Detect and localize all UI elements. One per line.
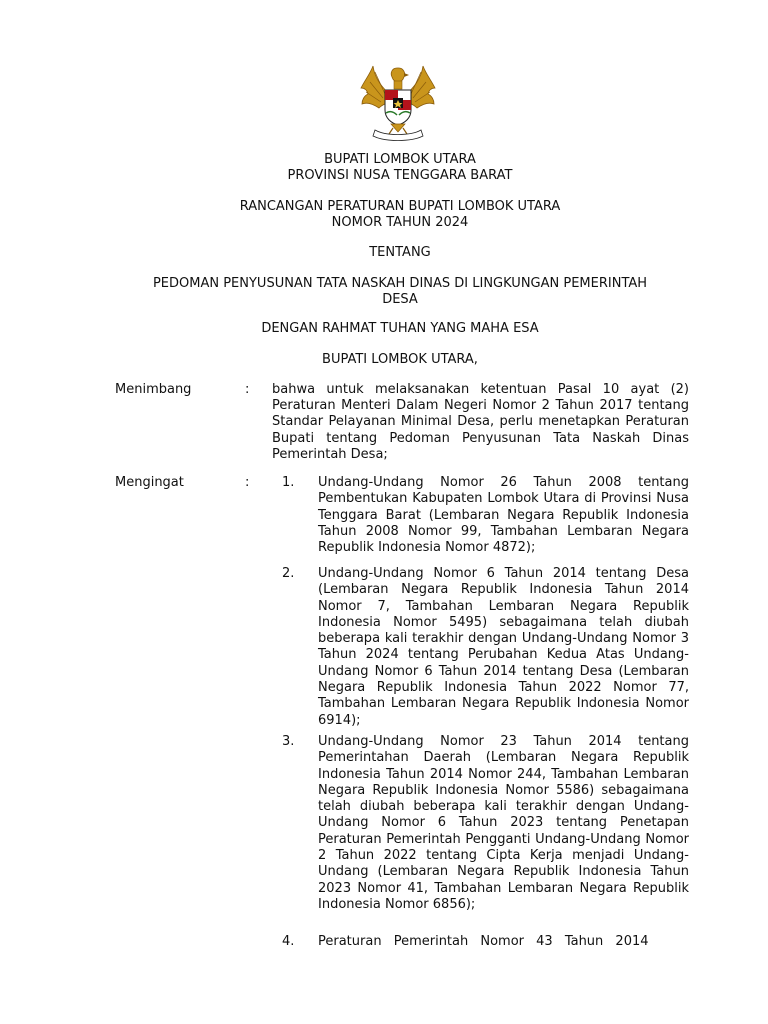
garuda-emblem-icon	[353, 58, 443, 142]
menimbang-label: Menimbang	[115, 382, 192, 397]
subject-title-line-2: DESA	[382, 292, 418, 307]
subject-title-line-1: PEDOMAN PENYUSUNAN TATA NASKAH DINAS DI LINGKUNGAN PEMERINTAH	[152, 276, 648, 291]
mengingat-colon: :	[245, 475, 250, 490]
grace-formula: DENGAN RAHMAT TUHAN YANG MAHA ESA	[261, 321, 539, 336]
menimbang-colon: :	[245, 382, 250, 397]
mengingat-label: Mengingat	[115, 475, 184, 490]
list-item-number: 1.	[282, 475, 295, 490]
about-heading: TENTANG	[369, 245, 431, 260]
regent-signoff: BUPATI LOMBOK UTARA,	[322, 352, 478, 367]
list-item-text: Undang-Undang Nomor 26 Tahun 2008 tentang Pembentukan Kabupaten Lombok Utara di Provinsi Nusa Tenggara Barat (Lembaran Negara Republik Indonesia Tahun 2008 Nomor 99, Tambahan Lembaran Negara Republik Indonesia Nomor 4872);	[318, 475, 689, 556]
province-heading: PROVINSI NUSA TENGGARA BARAT	[287, 168, 513, 183]
regulation-number-line: NOMOR TAHUN 2024	[331, 215, 469, 230]
regent-heading: BUPATI LOMBOK UTARA	[324, 152, 476, 167]
menimbang-text: bahwa untuk melaksanakan ketentuan Pasal 10 ayat (2) Peraturan Menteri Dalam Negeri Nomor 2 Tahun 2017 tentang Standar Pelayanan Minimal Desa, perlu menetapkan Peraturan Bupati tentang Pedoman Penyusunan Tata Naskah Dinas Pemerintah Desa;	[272, 382, 689, 462]
list-item-number: 3.	[282, 734, 295, 749]
draft-regulation-title: RANCANGAN PERATURAN BUPATI LOMBOK UTARA	[239, 199, 561, 214]
list-item-text: Undang-Undang Nomor 23 Tahun 2014 tentang Pemerintahan Daerah (Lembaran Negara Republik Indonesia Tahun 2014 Nomor 244, Tambahan Lembaran Negara Republik Indonesia Nomor 5586) sebagaimana telah diubah beberapa kali terakhir dengan Undang-Undang Nomor 6 Tahun 2023 tentang Penetapan Peraturan Pemerintah Pengganti Undang-Undang Nomor 2 Tahun 2022 tentang Cipta Kerja menjadi Undang-Undang (Lembaran Negara Republik Indonesia Tahun 2023 Nomor 41, Tambahan Lembaran Negara Republik Indonesia Nomor 6856);	[318, 734, 689, 912]
list-item-number: 2.	[282, 566, 295, 581]
list-item-text: Peraturan Pemerintah Nomor 43 Tahun 2014	[318, 934, 649, 949]
list-item-text: Undang-Undang Nomor 6 Tahun 2014 tentang Desa (Lembaran Negara Republik Indonesia Tahun 2014 Nomor 7, Tambahan Lembaran Negara Republik Indonesia Nomor 5495) sebagaimana telah diubah beberapa kali terakhir dengan Undang-Undang Nomor 3 Tahun 2024 tentang Perubahan Kedua Atas Undang-Undang Nomor 6 Tahun 2014 tentang Desa (Lembaran Negara Republik Indonesia Tahun 2022 Nomor 77, Tambahan Lembaran Negara Republik Indonesia Nomor 6914);	[318, 566, 689, 728]
list-item-number: 4.	[282, 934, 295, 949]
